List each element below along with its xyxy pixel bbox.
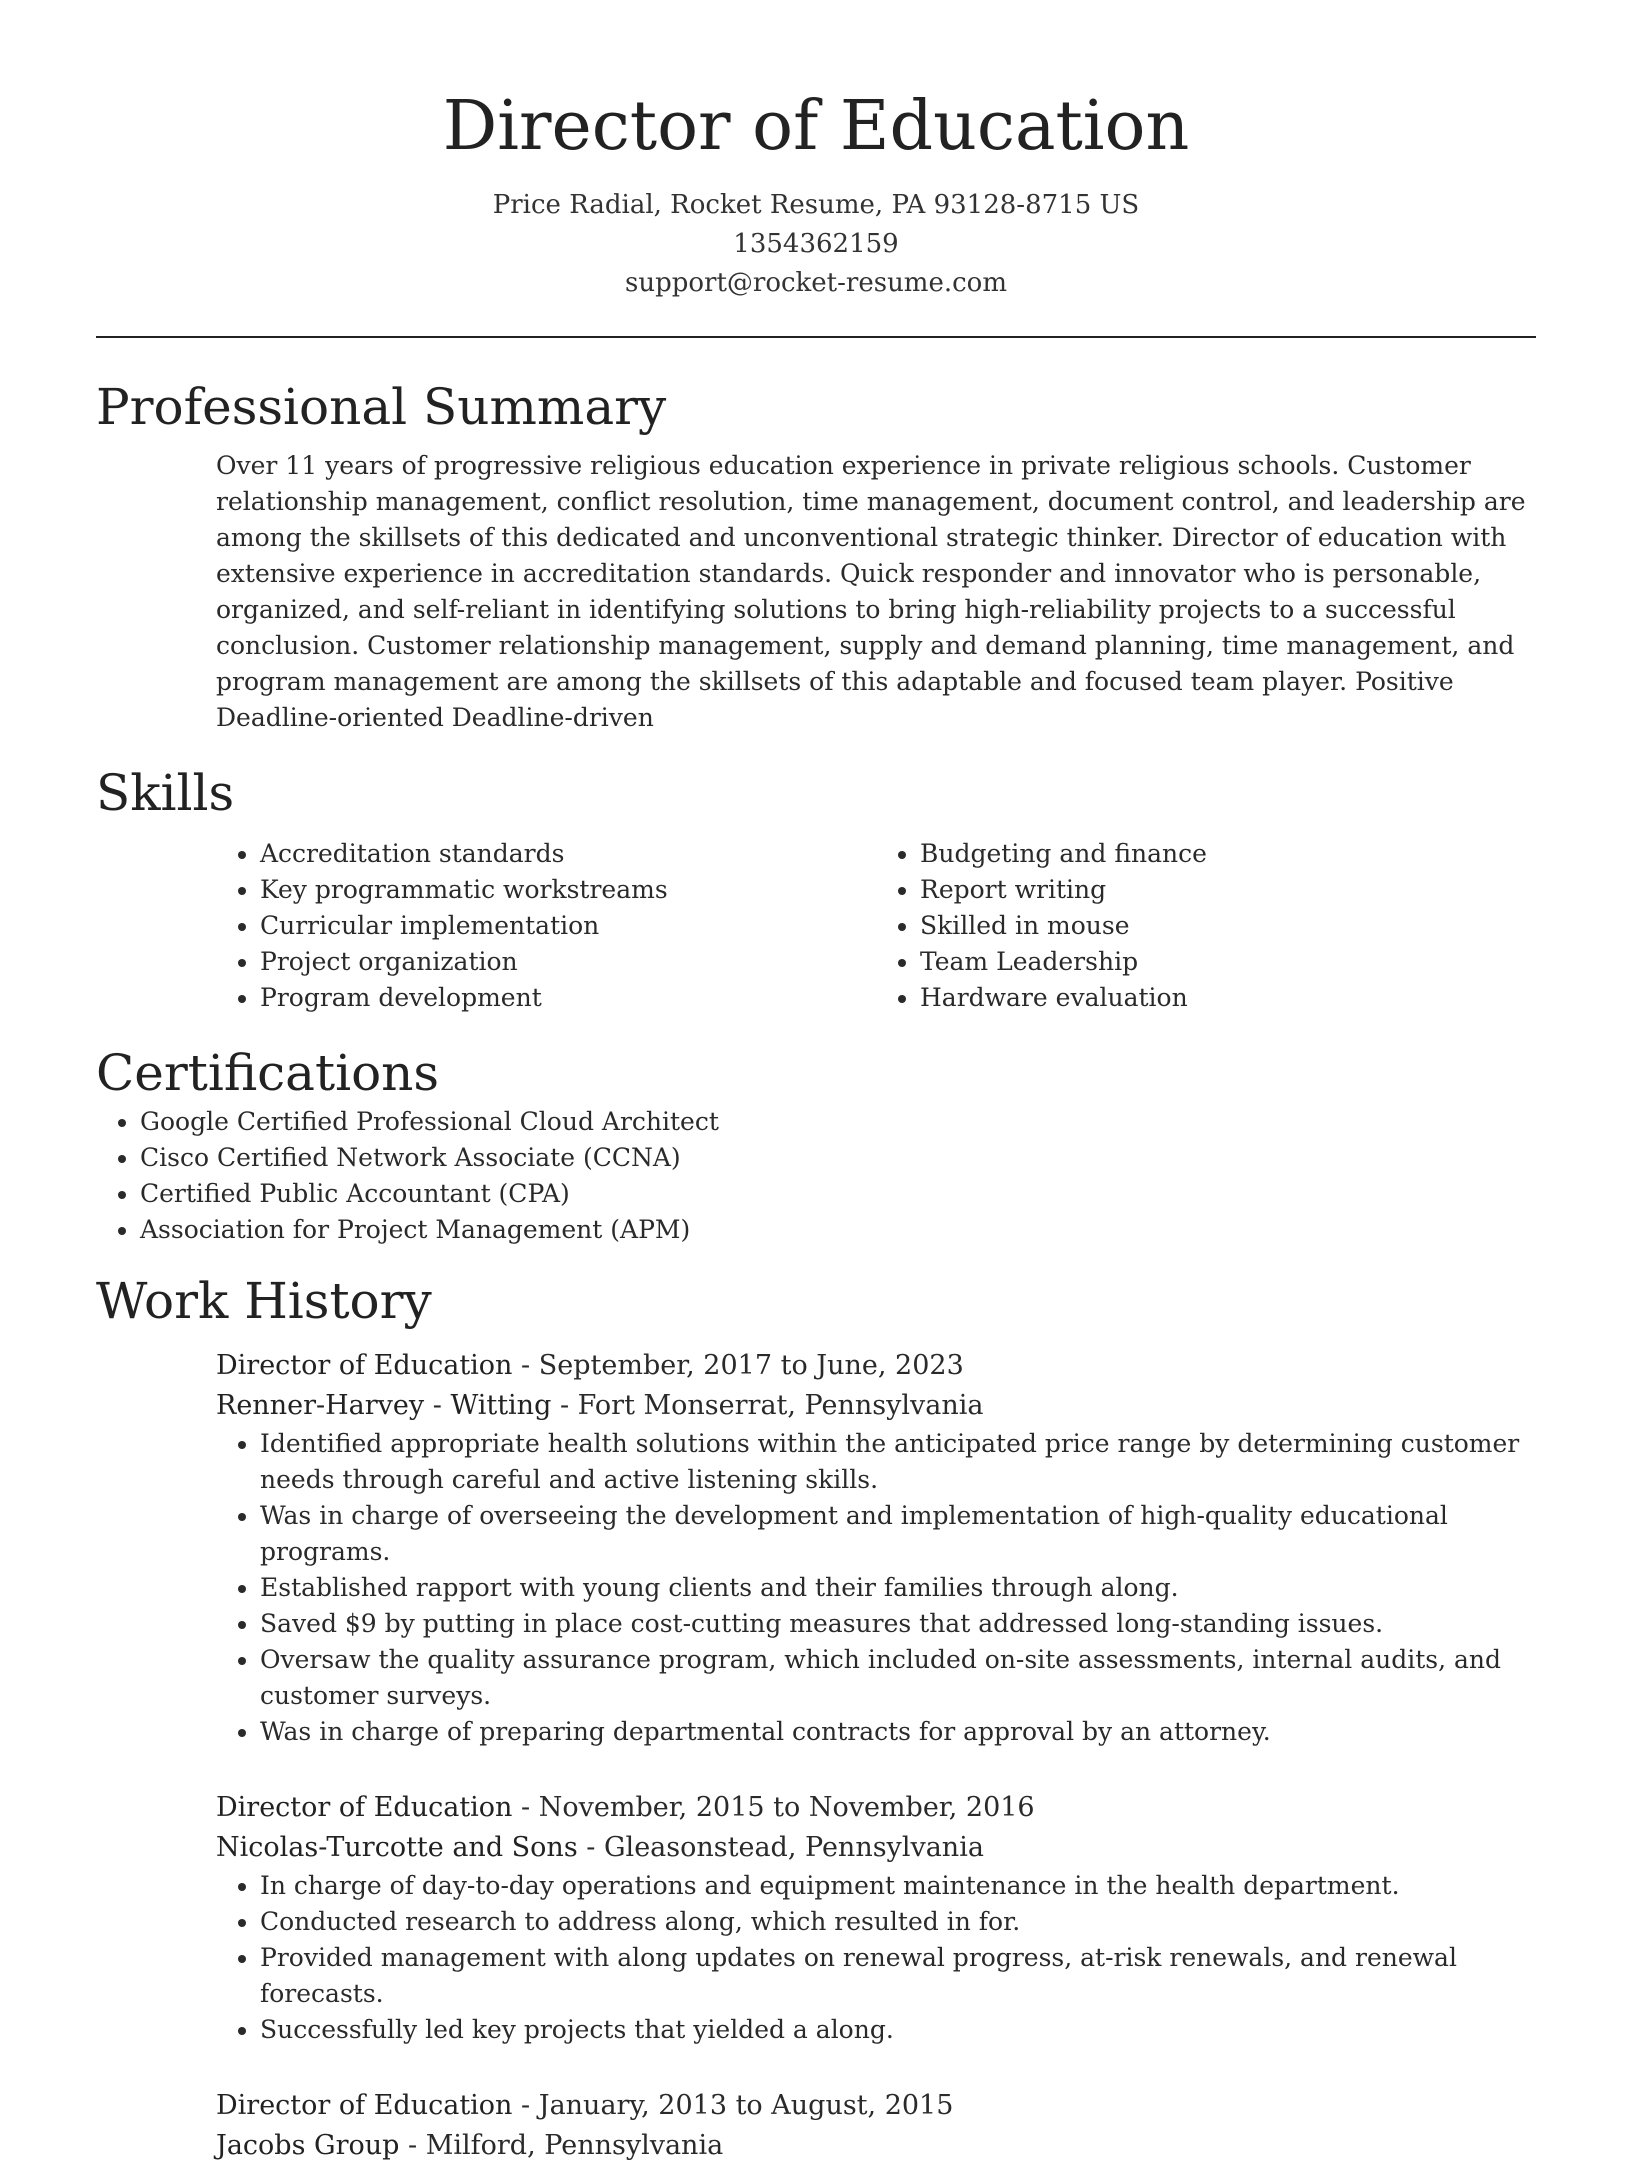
header-divider: [96, 336, 1536, 338]
job-role: Director of Education: [216, 1792, 513, 1823]
work-history-heading: Work History: [96, 1272, 432, 1330]
summary-text: Over 11 years of progressive religious education experience in private religious schools. Customer relationship management, conflict resolution, time management, document control, and leadership are among the skillsets of this dedicated and unconventional strategic thinker. Director of education with extensive experience in accreditation standards. Quick responder and innovator who is personable, organized, and self-reliant in identifying solutions to bring high-reliability projects to a successful conclusion. Customer relationship management, supply and demand planning, time management, and program management are among the skillsets of this adaptable and focused team player. Positive Deadline-oriented Deadline-driven: [216, 451, 1526, 732]
skills-list-left: [216, 836, 876, 1016]
skills-list-right: [876, 836, 1536, 1016]
job-title-line: [216, 1346, 1536, 1386]
skills-heading: Skills: [96, 764, 235, 822]
job-dates: January, 2013 to August, 2015: [538, 2090, 954, 2121]
certification-item: • Certified Public Accountant (CPA): [140, 1176, 1536, 1212]
certification-item: • Association for Project Management (APM): [140, 1212, 1536, 1248]
separator: -: [424, 1390, 451, 1421]
job-company: Nicolas-Turcotte and Sons: [216, 1832, 578, 1863]
job-bullet: • In charge of day-to-day operations and equipment maintenance in the health department.: [260, 1868, 1536, 1904]
summary-heading: Professional Summary: [96, 378, 667, 436]
job-company-line: [216, 1386, 1536, 1426]
contact-email: support@rocket-resume.com: [624, 268, 1007, 298]
contact-phone: 1354362159: [733, 229, 899, 259]
job-bullet: • Conducted research to address along, which resulted in for.: [260, 1904, 1536, 1940]
resume-page: [96, 0, 1536, 2166]
job-dates: September, 2017 to June, 2023: [538, 1350, 964, 1381]
candidate-name: Director of Education: [442, 87, 1190, 166]
certification-item: • Cisco Certified Network Associate (CCNA): [140, 1140, 1536, 1176]
skill-item: • Key programmatic workstreams: [260, 872, 876, 908]
skill-item: • Program development: [260, 980, 876, 1016]
job-bullet: • Successfully led key projects that yielded a along.: [260, 2012, 1536, 2048]
job-title-line: [216, 2086, 1536, 2126]
separator: -: [512, 2090, 539, 2121]
separator: -: [577, 1832, 604, 1863]
job-entry: [216, 1788, 1536, 1868]
resume-header: [96, 0, 1536, 303]
job-location: Milford, Pennsylvania: [425, 2130, 724, 2161]
job-entry: [216, 1346, 1536, 1426]
job-role: Director of Education: [216, 1350, 513, 1381]
skill-item: • Budgeting and finance: [920, 836, 1536, 872]
skill-item: • Curricular implementation: [260, 908, 876, 944]
separator: -: [551, 1390, 578, 1421]
job-unit: Witting: [450, 1390, 552, 1421]
skills-columns: [216, 836, 1536, 1016]
job-bullet: • Saved $9 by putting in place cost-cutting measures that addressed long-standing issues.: [260, 1606, 1536, 1642]
skill-item: • Project organization: [260, 944, 876, 980]
separator: -: [512, 1350, 539, 1381]
job-bullet: • Was in charge of preparing departmental contracts for approval by an attorney.: [260, 1714, 1536, 1750]
job-company-line: [216, 2126, 1536, 2166]
job-bullet: • Identified appropriate health solutions within the anticipated price range by determining customer needs through careful and active listening skills.: [260, 1426, 1536, 1498]
job-dates: November, 2015 to November, 2016: [538, 1792, 1035, 1823]
skill-item: • Accreditation standards: [260, 836, 876, 872]
separator: -: [399, 2130, 426, 2161]
certifications-list: [96, 1104, 1536, 1248]
job-role: Director of Education: [216, 2090, 513, 2121]
job-bullets: [216, 1868, 1536, 2048]
job-title-line: [216, 1788, 1536, 1828]
job-location: Fort Monserrat, Pennsylvania: [577, 1390, 984, 1421]
skill-item: • Team Leadership: [920, 944, 1536, 980]
job-bullet: • Provided management with along updates on renewal progress, at-risk renewals, and renewal forecasts.: [260, 1940, 1536, 2012]
job-bullets: [216, 1426, 1536, 1750]
certifications-heading: Certifications: [96, 1044, 440, 1102]
job-bullet: • Oversaw the quality assurance program, which included on-site assessments, internal audits, and customer surveys.: [260, 1642, 1536, 1714]
skill-item: • Hardware evaluation: [920, 980, 1536, 1016]
job-company-line: [216, 1828, 1536, 1868]
job-location: Gleasonstead, Pennsylvania: [603, 1832, 984, 1863]
contact-block: [96, 186, 1536, 303]
contact-address: Price Radial, Rocket Resume, PA 93128-8715 US: [492, 190, 1140, 220]
separator: -: [512, 1792, 539, 1823]
job-bullet: • Established rapport with young clients and their families through along.: [260, 1570, 1536, 1606]
job-company: Renner-Harvey: [216, 1390, 425, 1421]
skill-item: • Skilled in mouse: [920, 908, 1536, 944]
certification-item: • Google Certified Professional Cloud Architect: [140, 1104, 1536, 1140]
job-entry: [216, 2086, 1536, 2166]
job-company: Jacobs Group: [216, 2130, 400, 2161]
job-bullet: • Was in charge of overseeing the development and implementation of high-quality educational programs.: [260, 1498, 1536, 1570]
skill-item: • Report writing: [920, 872, 1536, 908]
